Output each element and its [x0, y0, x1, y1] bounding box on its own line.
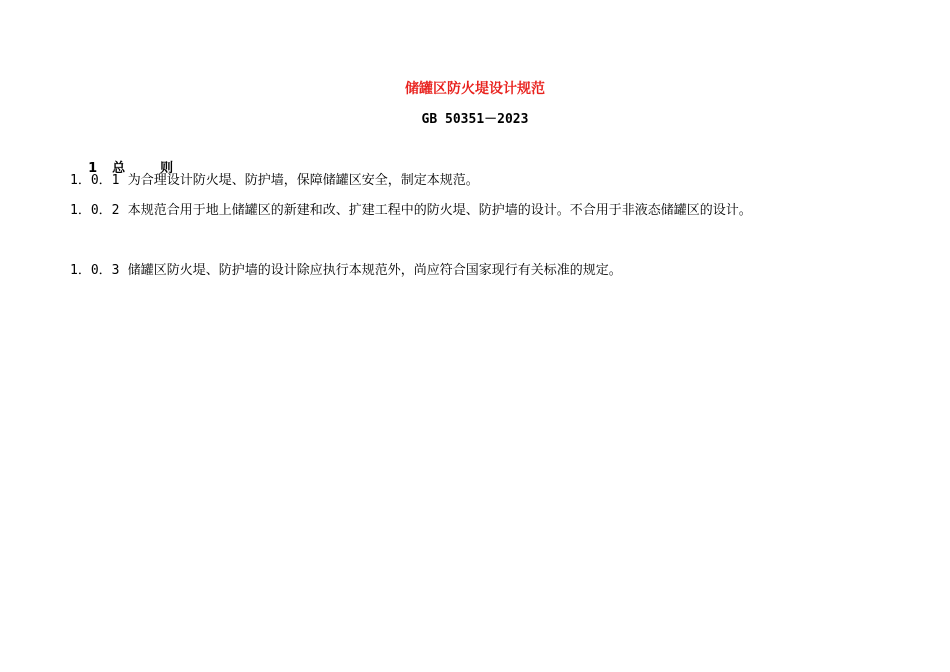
document-title: 储罐区防火堤设计规范 [405, 81, 545, 97]
standard-code: GB 50351－2023 [421, 112, 529, 127]
clause-text: 为合理设计防火堤、防护墙，保障储罐区安全，制定本规范。 [127, 173, 479, 188]
clause-1-0-2 [70, 196, 890, 226]
clause-1-0-1 [70, 166, 890, 196]
clause-text: 本规范合用于地上储罐区的新建和改、扩建工程中的防火堤、防护墙的设计。不合用于非液态储罐区的设计。 [127, 203, 752, 218]
chapter-title-part2: 则 [160, 161, 174, 176]
clause-number: 1．0．3 [70, 263, 120, 278]
chapter-title-part1: 总 [112, 161, 126, 176]
clause-number: 1．0．2 [70, 203, 120, 218]
clause-1-0-3 [70, 256, 890, 286]
clause-text: 储罐区防火堤、防护墙的设计除应执行本规范外，尚应符合国家现行有关标准的规定。 [127, 263, 622, 278]
chapter-number: 1 [88, 161, 98, 176]
clause-number: 1．0．1 [70, 173, 120, 188]
